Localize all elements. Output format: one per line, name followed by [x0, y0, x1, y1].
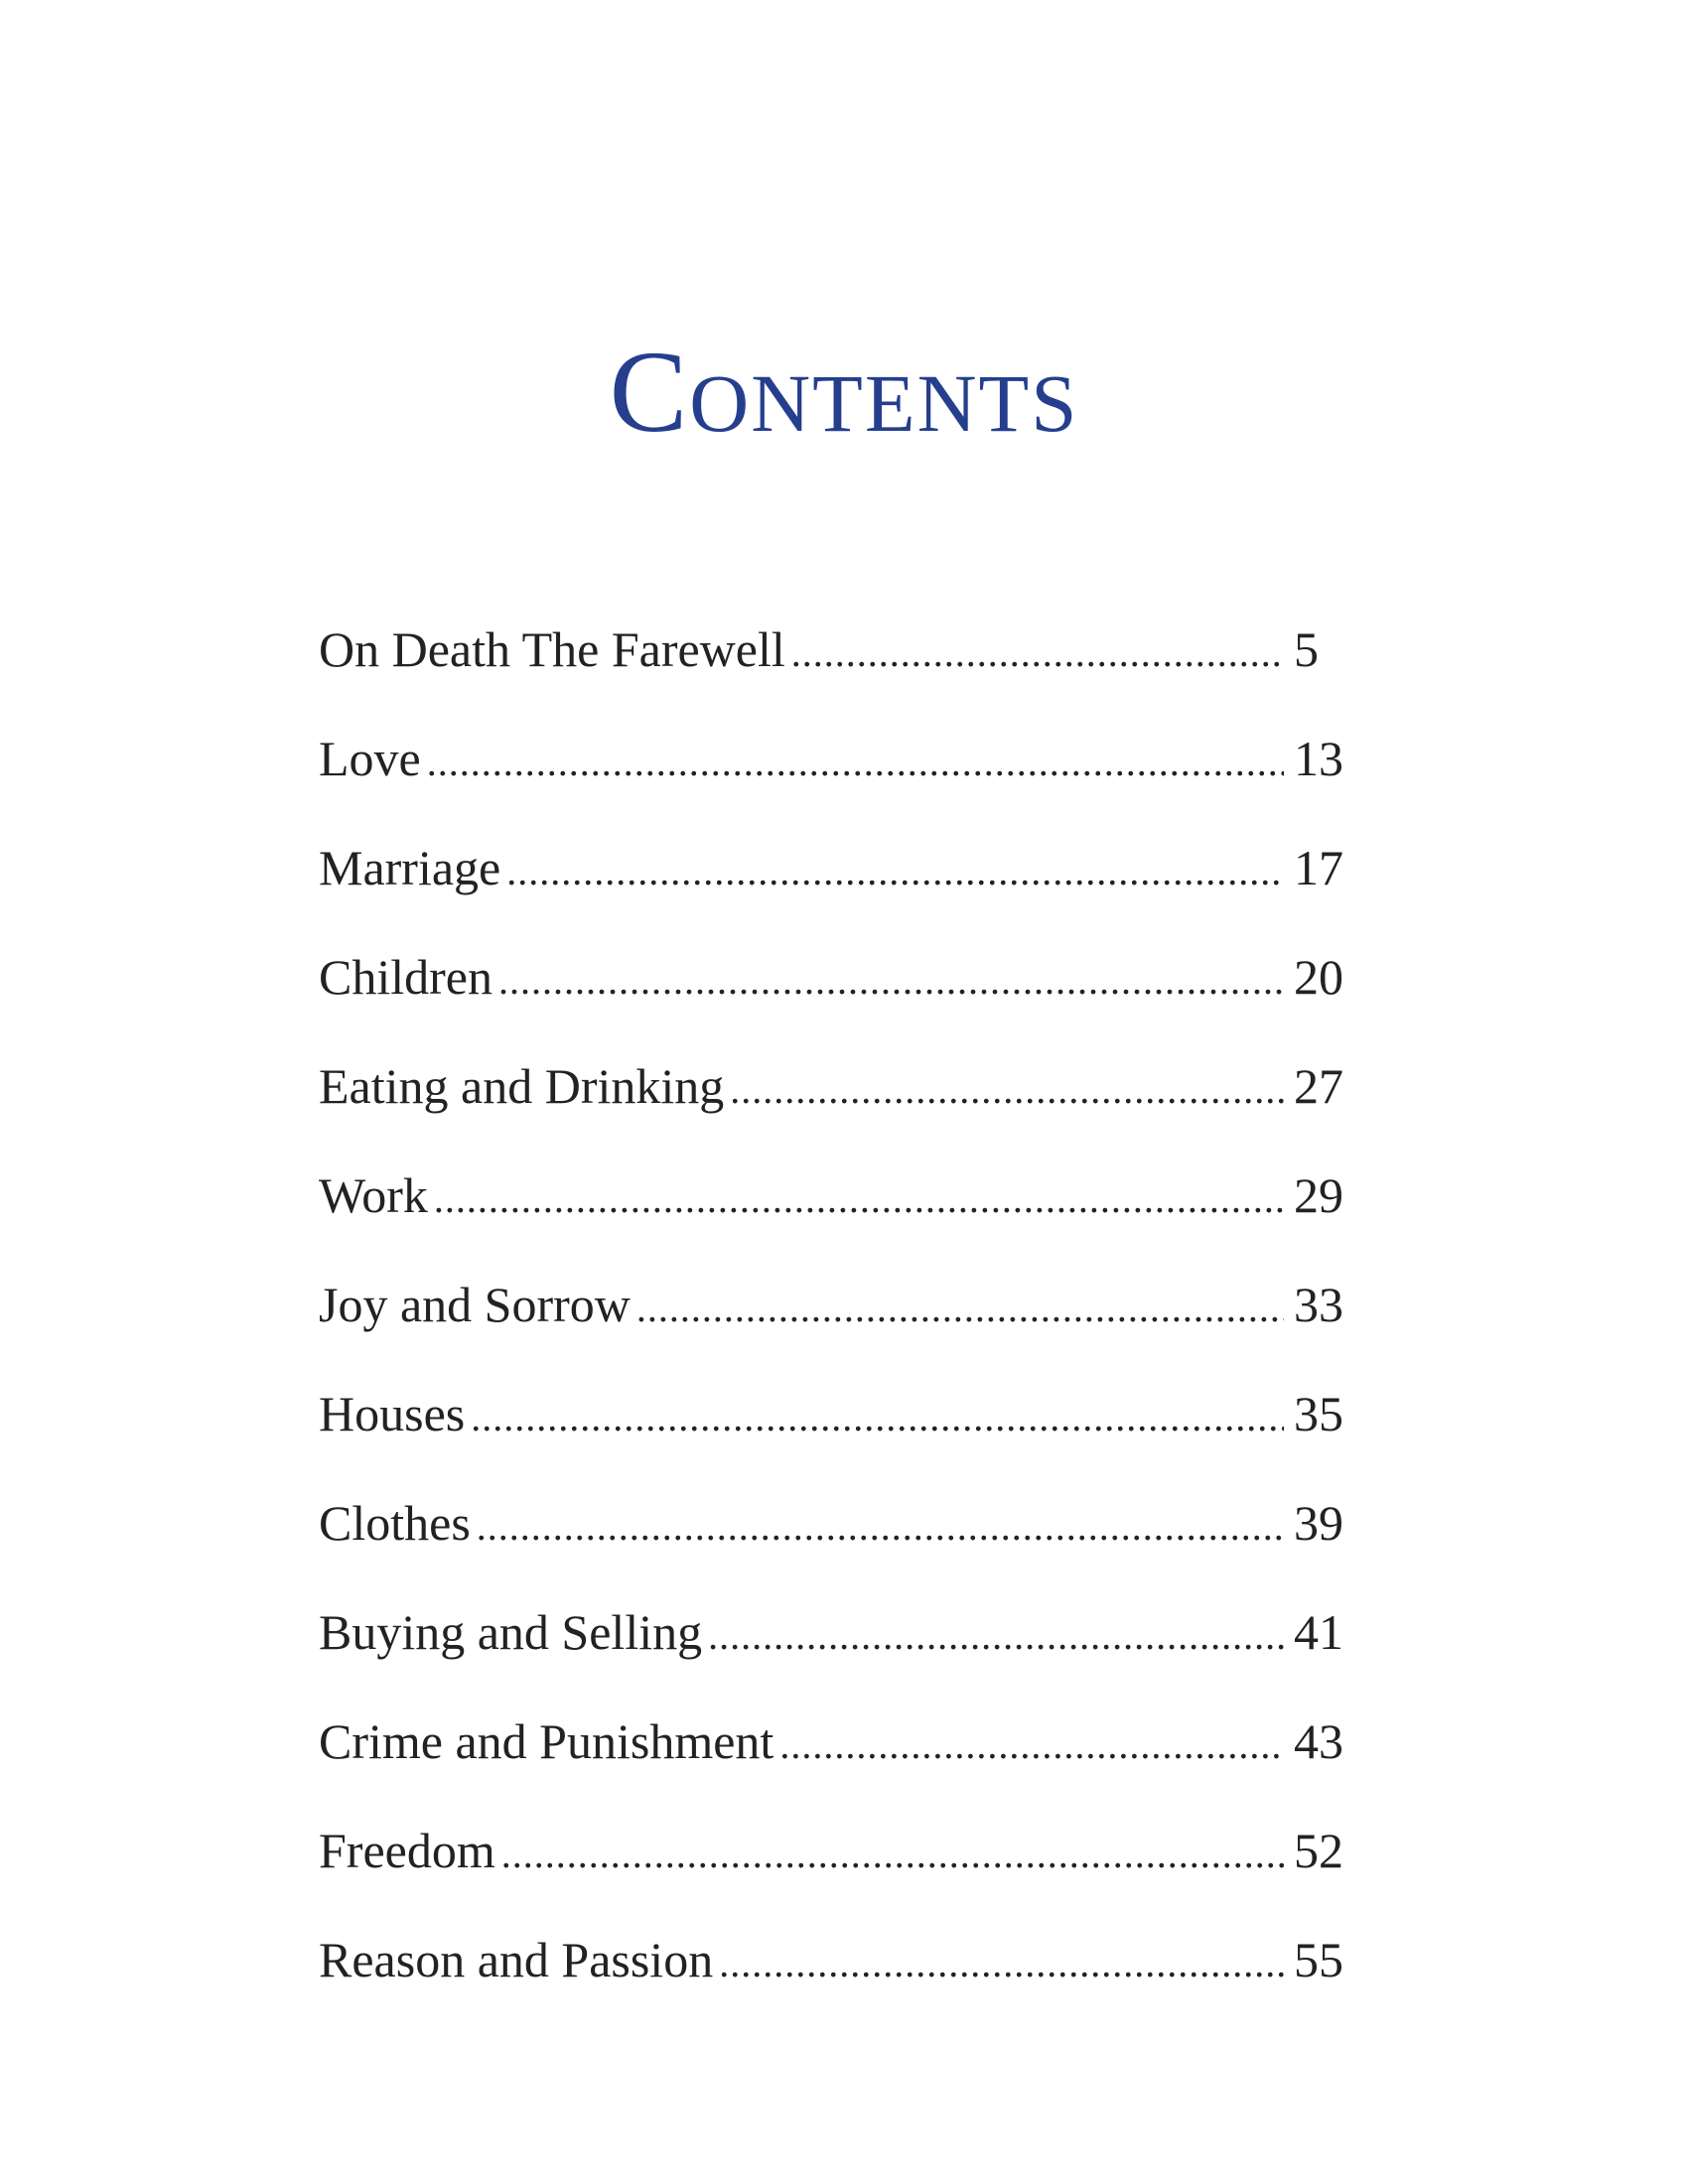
toc-entry-label: Marriage [319, 840, 501, 895]
toc-page-number: 35 [1294, 1386, 1343, 1441]
toc-entry-label: Freedom [319, 1823, 495, 1878]
toc-dot-leader [427, 739, 1284, 785]
toc-entry-label: Eating and Drinking [319, 1058, 725, 1114]
toc-entry[interactable] [319, 1166, 1347, 1276]
toc-entry[interactable] [319, 730, 1347, 839]
toc-page-number: 43 [1294, 1713, 1343, 1769]
toc-dot-leader [730, 1066, 1284, 1113]
toc-entry[interactable] [319, 1057, 1347, 1166]
toc-dot-leader [434, 1175, 1284, 1222]
toc-page-number: 29 [1294, 1167, 1343, 1223]
toc-entry[interactable] [319, 620, 1347, 730]
toc-page-number: 41 [1294, 1604, 1343, 1660]
toc-entry[interactable] [319, 1603, 1347, 1712]
toc-entry[interactable] [319, 948, 1347, 1057]
toc-entry-label: Joy and Sorrow [319, 1277, 631, 1332]
toc-dot-leader [636, 1285, 1284, 1331]
toc-page-number: 13 [1294, 731, 1343, 786]
toc-entry-label: Crime and Punishment [319, 1713, 774, 1769]
toc-entry-label: On Death The Farewell [319, 621, 785, 677]
toc-page-number: 27 [1294, 1058, 1343, 1114]
toc-dot-leader [719, 1940, 1284, 1986]
toc-entry-label: Children [319, 949, 492, 1005]
toc-page-number: 5 [1294, 621, 1319, 677]
toc-entry-label: Work [319, 1167, 428, 1223]
toc-dot-leader [779, 1721, 1284, 1768]
toc-entry[interactable] [319, 839, 1347, 948]
toc-entry[interactable] [319, 1385, 1347, 1494]
toc-dot-leader [708, 1612, 1284, 1659]
toc-entry[interactable] [319, 1494, 1347, 1603]
toc-entry[interactable] [319, 1276, 1347, 1385]
table-of-contents [319, 620, 1347, 2040]
toc-dot-leader [471, 1394, 1284, 1440]
toc-dot-leader [791, 629, 1284, 676]
toc-page-number: 33 [1294, 1277, 1343, 1332]
toc-dot-leader [506, 848, 1284, 894]
toc-dot-leader [498, 957, 1284, 1004]
toc-dot-leader [477, 1503, 1284, 1550]
page-title: Contents [609, 327, 1079, 457]
toc-page-number: 55 [1294, 1932, 1343, 1987]
toc-entry-label: Love [319, 731, 421, 786]
toc-entry-label: Clothes [319, 1495, 471, 1551]
toc-page-number: 20 [1294, 949, 1343, 1005]
toc-entry-label: Buying and Selling [319, 1604, 703, 1660]
toc-entry-label: Houses [319, 1386, 466, 1441]
toc-entry[interactable] [319, 1822, 1347, 1931]
toc-entry-label: Reason and Passion [319, 1932, 714, 1987]
toc-page-number: 39 [1294, 1495, 1343, 1551]
toc-entry[interactable] [319, 1931, 1347, 2040]
toc-entry[interactable] [319, 1712, 1347, 1822]
toc-page-number: 17 [1294, 840, 1343, 895]
toc-dot-leader [501, 1831, 1284, 1877]
toc-page-number: 52 [1294, 1823, 1343, 1878]
